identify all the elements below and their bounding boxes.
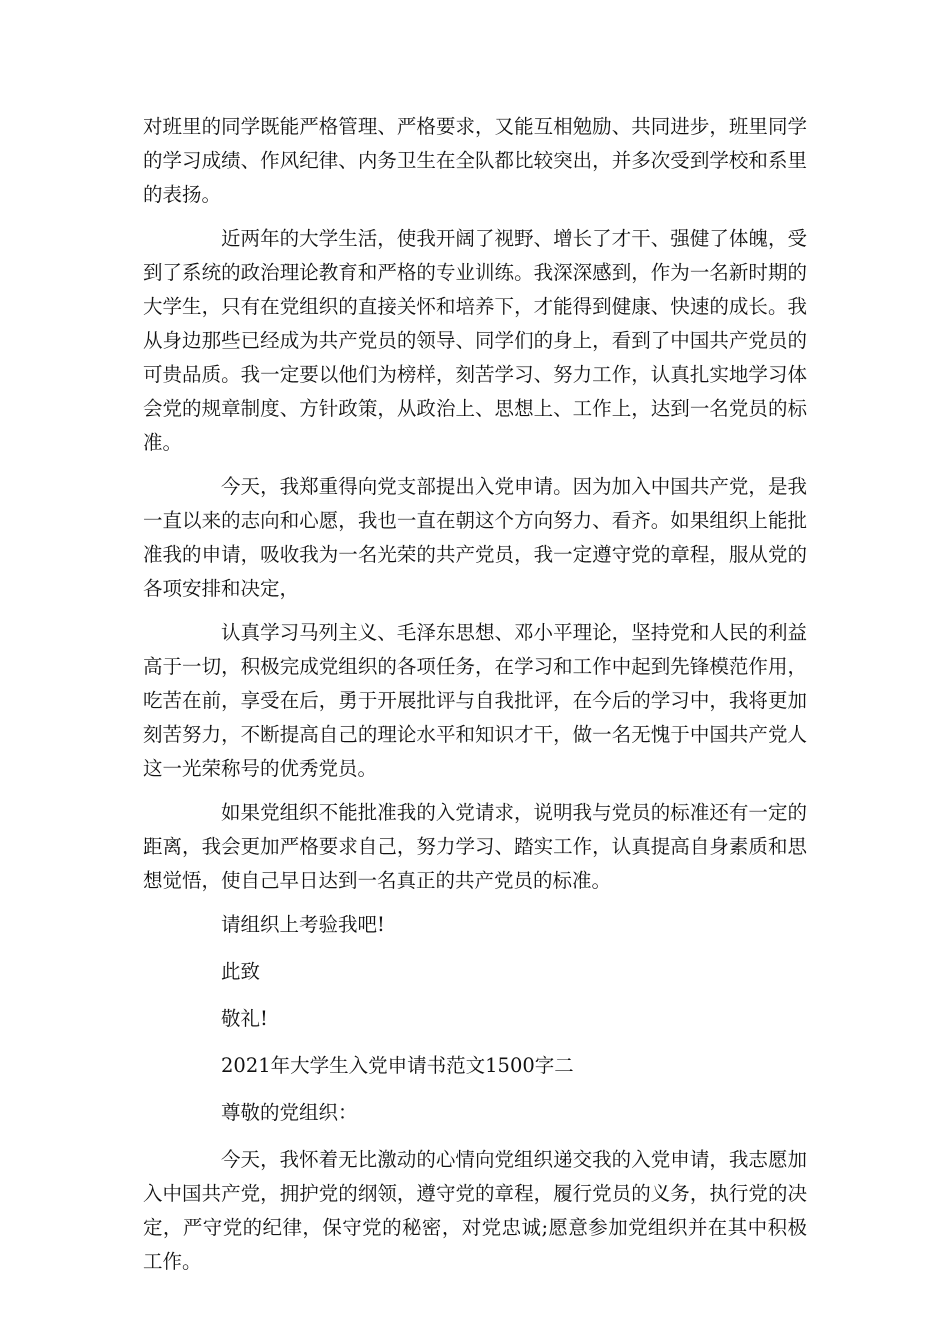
paragraph-second-application: 今天，我怀着无比激动的心情向党组织递交我的入党申请，我志愿加入中国共产党，拥护党的纲领，遵守党的章程，履行党员的义务，执行党的决定，严守党的纪律，保守党的秘密，对党忠诚;愿意参加党组织并在其中积极工作。 (143, 1148, 807, 1273)
paragraph-study-commitment: 认真学习马列主义、毛泽东思想、邓小平理论，坚持党和人民的利益高于一切，积极完成党组织的各项任务，在学习和工作中起到先锋模范作用，吃苦在前，享受在后，勇于开展批评与自我批评，在今后的学习中，我将更加刻苦努力，不断提高自己的理论水平和知识才干，做一名无愧于中国共产党人这一光荣称号的优秀党员。 (143, 621, 807, 780)
paragraph-class-management: 对班里的同学既能严格管理、严格要求，又能互相勉励、共同进步，班里同学的学习成绩、作风纪律、内务卫生在全队都比较突出，并多次受到学校和系里的表扬。 (143, 115, 807, 206)
line-please-test-me: 请组织上考验我吧! (221, 913, 385, 936)
paragraph-application-statement: 今天，我郑重得向党支部提出入党申请。因为加入中国共产党，是我一直以来的志向和心愿，我也一直在朝这个方向努力、看齐。如果组织上能批准我的申请，吸收我为一名光荣的共产党员，我一定遵守党的章程，服从党的各项安排和决定， (143, 475, 807, 600)
section-heading: 2021年大学生入党申请书范文1500字二 (221, 1054, 574, 1077)
line-greeting: 尊敬的党组织： (221, 1101, 358, 1124)
line-closing: 此致 (221, 960, 261, 983)
paragraph-if-rejected: 如果党组织不能批准我的入党请求，说明我与党员的标准还有一定的距离，我会更加严格要求自己，努力学习、踏实工作，认真提高自身素质和思想觉悟，使自己早日达到一名真正的共产党员的标准。 (143, 801, 807, 892)
document-page (143, 110, 807, 1289)
line-salute: 敬礼! (221, 1007, 268, 1030)
paragraph-university-life: 近两年的大学生活，使我开阔了视野、增长了才干、强健了体魄，受到了系统的政治理论教育和严格的专业训练。我深深感到，作为一名新时期的大学生，只有在党组织的直接关怀和培养下，才能得到健康、快速的成长。我从身边那些已经成为共产党员的领导、同学们的身上，看到了中国共产党员的可贵品质。我一定要以他们为榜样，刻苦学习、努力工作，认真扎实地学习体会党的规章制度、方针政策，从政治上、思想上、工作上，达到一名党员的标准。 (143, 227, 807, 454)
